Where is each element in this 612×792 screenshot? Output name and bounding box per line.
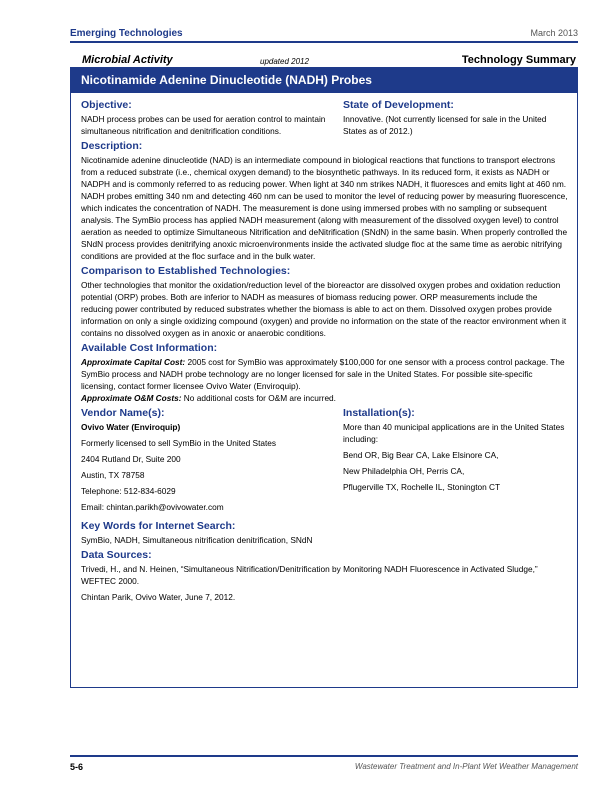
- installation-line: More than 40 municipal applications are in the United States including:: [343, 422, 565, 444]
- objective-heading: Objective:: [81, 99, 132, 111]
- state-heading: State of Development:: [343, 99, 454, 111]
- vendor-city: Austin, TX 78758: [81, 470, 145, 480]
- om-cost: [81, 392, 569, 404]
- state-section: [343, 96, 569, 137]
- vendor-email: Email: chintan.parikh@ovivowater.com: [81, 502, 224, 512]
- capital-cost-text: 2005 cost for SymBio was approximately $100,000 for one sensor with a process control package. The SymBio process and NADH probe technology are no longer licensed for sale in the United States. For possible site-specific licensing, contact former licensee Ovivo Water (Enviroquip).: [81, 357, 565, 391]
- vendor-installation-row: [81, 404, 569, 517]
- document-title: Nicotinamide Adenine Dinucleotide (NADH) Probes: [71, 68, 577, 93]
- summary-card: [70, 67, 578, 688]
- footer-title: Wastewater Treatment and In-Plant Wet Weather Management: [354, 762, 578, 771]
- installation-section: [343, 404, 569, 517]
- vendor-address: 2404 Rutland Dr, Suite 200: [81, 454, 181, 464]
- description-text: Nicotinamide adenine dinucleotide (NAD) is an intermediate compound in biological reactions that functions to transport electrons from a reduced substrate (i.e., chemical oxygen demand) to the biosynthetic pathways. In its reduced form, it exists as NADH or NADPH and is commonly referred to as reducing power. When light at 340 nm strikes NADH, it fluoresces and emits light at 460 nm. NADH probes emitting 340 nm and detecting 460 nm can be used to monitor the level of reducing power by measuring fluorescence, which indicates the concentration of NADH. The measurement is done using immersed probes with no sampling or subsequent analysis. The SymBio process has applied NADH measurement (along with measurement of the dissolved oxygen level) to control aeration as needed to optimize Simultaneous Nitrification and deNitrification (SNdN) in the same basin. When properly controlled the SNdN process provides denitrifying anoxic microenvironments inside the activated sludge floc at the same time as aerobic nitrifying conditions are provided at the floc surface and in the bulk water.: [81, 155, 568, 261]
- objective-text: NADH process probes can be used for aeration control to maintain simultaneous nitrification and denitrification conditions.: [81, 114, 326, 136]
- comparison-text: Other technologies that monitor the oxidation/reduction level of the bioreactor are dissolved oxygen probes and oxidation reduction potential (ORP) probes. Both are inferior to NADH as measures of biomass reducing power. ORP measurements include the reducing power contributed by reduced substrates whether the biomass is able to act on them. Dissolved oxygen probes provide information on only a single oxidizing compound (oxygen) and provide no information on the state of the reactor environment when it contains no dissolved oxygen as in anoxic or anaerobic conditions.: [81, 280, 567, 338]
- card-content: [81, 96, 569, 603]
- header-date: March 2013: [530, 28, 578, 38]
- source-item: Chintan Parik, Ovivo Water, June 7, 2012.: [81, 592, 236, 602]
- objective-state-row: [81, 96, 569, 137]
- vendor-line: Formerly licensed to sell SymBio in the United States: [81, 438, 277, 448]
- capital-cost: [81, 356, 569, 392]
- vendor-name: Ovivo Water (Enviroquip): [81, 422, 181, 432]
- comparison-heading: Comparison to Established Technologies:: [81, 265, 291, 277]
- state-text: Innovative. (Not currently licensed for sale in the United States as of 2012.): [343, 114, 547, 136]
- vendor-section: [81, 404, 331, 517]
- category-label: Microbial Activity: [82, 54, 173, 66]
- installation-heading: Installation(s):: [343, 407, 415, 419]
- updated-label: updated 2012: [260, 57, 309, 66]
- om-cost-label: Approximate O&M Costs:: [81, 393, 182, 403]
- capital-cost-label: Approximate Capital Cost:: [81, 357, 186, 367]
- keywords-heading: Key Words for Internet Search:: [81, 520, 236, 532]
- installation-line: Bend OR, Big Bear CA, Lake Elsinore CA,: [343, 450, 499, 460]
- cost-heading: Available Cost Information:: [81, 342, 218, 354]
- sources-heading: Data Sources:: [81, 549, 152, 561]
- vendor-phone: Telephone: 512-834-6029: [81, 486, 176, 496]
- header-series-title: Emerging Technologies: [70, 28, 183, 39]
- om-cost-text: No additional costs for O&M are incurred.: [181, 393, 336, 403]
- footer-rule: [70, 755, 578, 757]
- description-heading: Description:: [81, 140, 143, 152]
- page-number: 5-6: [70, 762, 84, 772]
- installation-line: Pflugerville TX, Rochelle IL, Stonington CT: [343, 482, 501, 492]
- summary-label: Technology Summary: [461, 54, 576, 66]
- installation-line: New Philadelphia OH, Perris CA,: [343, 466, 465, 476]
- source-item: Trivedi, H., and N. Heinen, “Simultaneous Nitrification/Denitrification by Monitoring NADH Fluorescence in Activated Sludge,” WEFTEC 2000.: [81, 564, 538, 586]
- keywords-text: SymBio, NADH, Simultaneous nitrification denitrification, SNdN: [81, 535, 313, 545]
- header-rule: [70, 41, 578, 43]
- objective-section: [81, 96, 331, 137]
- vendor-heading: Vendor Name(s):: [81, 407, 165, 419]
